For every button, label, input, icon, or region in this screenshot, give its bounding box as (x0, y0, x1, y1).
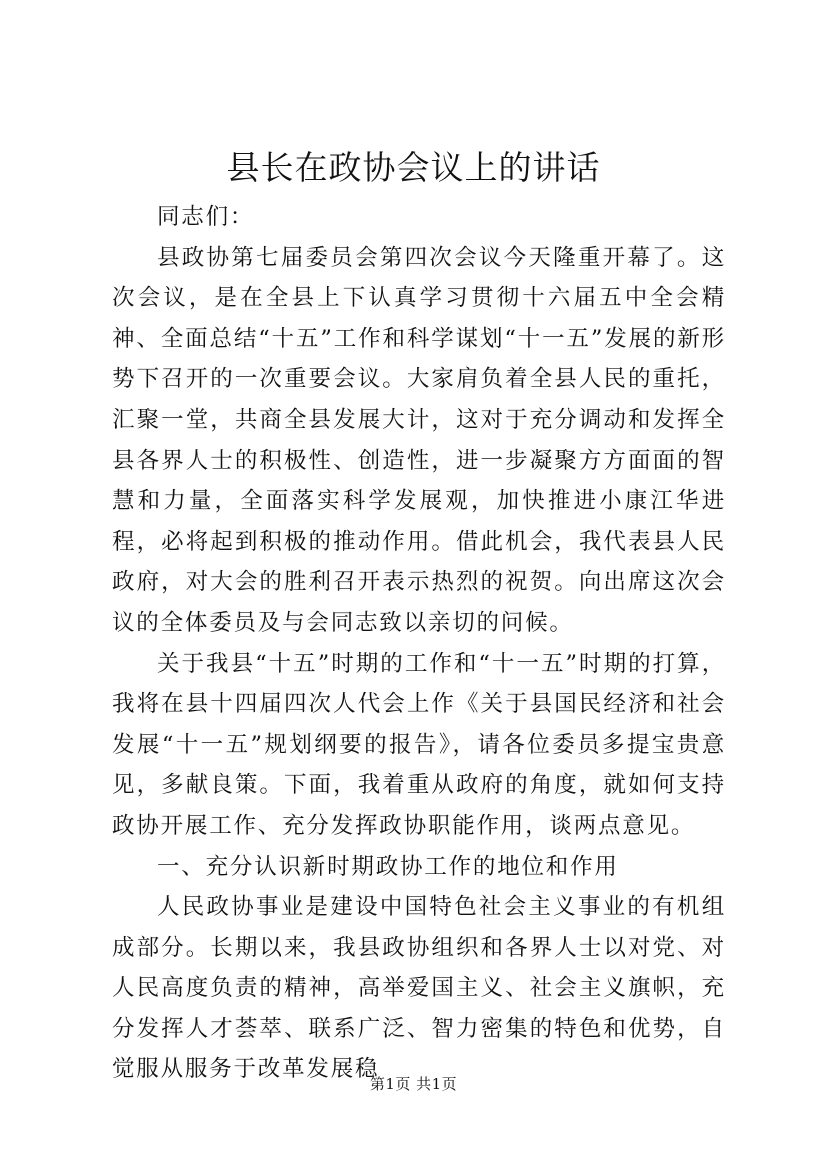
document-body (112, 197, 726, 1090)
section-heading: 一、充分认识新时期政协工作的地位和作用 (157, 853, 619, 880)
page-footer: 第1页 共1页 (369, 1075, 458, 1093)
salutation-paragraph: 同志们： (157, 204, 255, 230)
document-title: 县长在政协会议上的讲话 (226, 148, 601, 187)
body-paragraph: 县政协第七届委员会第四次会议今天隆重开幕了。这次会议，是在全县上下认真学习贯彻十六届五中全会精神、全面总结“十五”工作和科学谋划“十一五”发展的新形势下召开的一次重要会议。大家肩负着全县人民的重托，汇聚一堂，共商全县发展大计，这对于充分调动和发挥全县各界人士的积极性、创造性，进一步凝聚方方面面的智慧和力量，全面落实科学发展观，加快推进小康江华进程，必将起到积极的推动作用。借此机会，我代表县人民政府，对大会的胜利召开表示热烈的祝贺。向出席这次会议的全体委员及与会同志致以亲切的问候。 (112, 244, 726, 636)
body-paragraph: 关于我县“十五”时期的工作和“十一五”时期的打算，我将在县十四届四次人代会上作《关于县国民经济和社会发展“十一五”规划纲要的报告》，请各位委员多提宝贵意见，多献良策。下面，我着重从政府的角度，就如何支持政协开展工作、充分发挥政协职能作用，谈两点意见。 (112, 650, 726, 839)
body-paragraph: 人民政协事业是建设中国特色社会主义事业的有机组成部分。长期以来，我县政协组织和各界人士以对党、对人民高度负责的精神，高举爱国主义、社会主义旗帜，充分发挥人才荟萃、联系广泛、智力密集的特色和优势，自觉服从服务于改革发展稳 (112, 894, 726, 1083)
